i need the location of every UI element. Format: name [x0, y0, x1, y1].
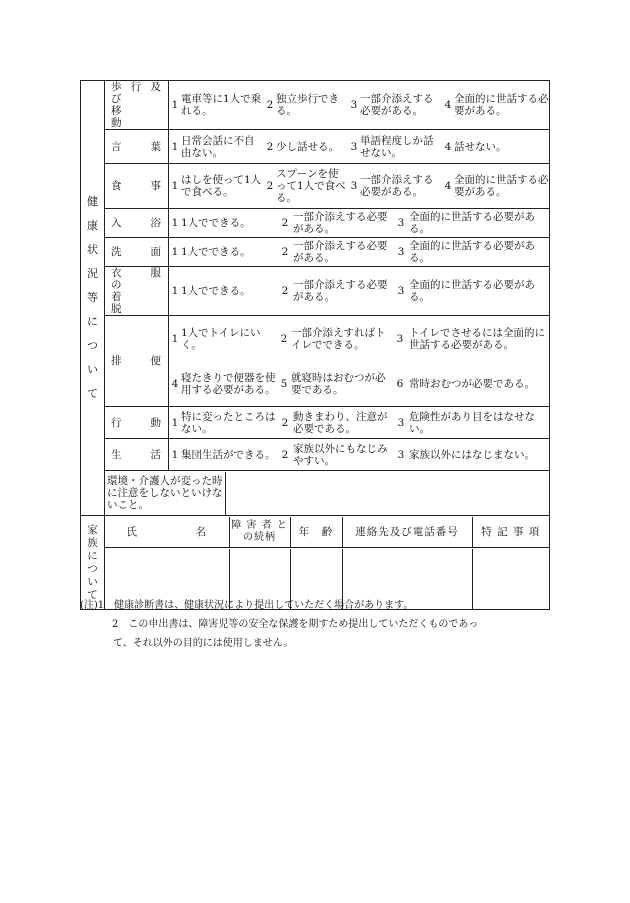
option-text: 1人でできる。 — [181, 285, 251, 297]
option-number: 2 — [281, 285, 289, 297]
option-text: はしを使って1人で食べる。 — [181, 174, 262, 198]
health-section-header: 健 康 状 況 等 に つ い て — [81, 81, 105, 516]
option-text: 就寝時はおむつが必要である。 — [291, 371, 386, 396]
option-number: 2 — [281, 416, 289, 429]
option-text: 動きまわり、注意が必要である。 — [293, 410, 388, 435]
category-life: 生 活 — [105, 439, 169, 471]
option-text: 単語程度しか話せない。 — [360, 134, 434, 159]
option-text: 電車等に1人で乗れる。 — [181, 93, 262, 117]
option-text: 集団生活ができる。 — [181, 448, 276, 461]
family-col-contact: 連絡先及び電話番号 — [342, 517, 472, 547]
option-text: 危険性があり目をはなせない。 — [409, 410, 535, 435]
option-number: 2 — [281, 246, 289, 258]
option-number: 3 — [397, 246, 405, 258]
option-text: 家族以外にもなじみやすい。 — [293, 442, 388, 467]
category-speech: 言 葉 — [105, 130, 169, 164]
option-number: 2 — [266, 99, 274, 111]
option-number: 3 — [397, 217, 405, 229]
option-number: 4 — [444, 99, 452, 111]
option-text: 全面的に世話する必要がある。 — [409, 279, 535, 303]
option-number: 2 — [280, 333, 288, 345]
category-behavior: 行 動 — [105, 407, 169, 439]
option-number: 2 — [281, 448, 289, 461]
caution-input[interactable] — [225, 472, 547, 515]
option-text: トイレでさせるには全面的に世話する必要がある。 — [409, 327, 545, 351]
option-number: 2 — [281, 217, 289, 229]
note-1: (注)1 健康診断書は、健康状況により提出していただく場合があります。 — [80, 600, 414, 611]
options-walk — [169, 81, 550, 130]
option-text: 全面的に世話する必要がある。 — [454, 93, 549, 117]
option-number: 1 — [171, 285, 179, 297]
option-text: 一部介添えする必要がある。 — [293, 211, 388, 235]
option-text: 日常会話に不自由ない。 — [181, 134, 255, 159]
option-text: 一部介添えする必要がある。 — [360, 93, 434, 117]
option-number: 3 — [396, 333, 404, 345]
options-life — [169, 439, 550, 471]
option-number: 3 — [397, 285, 405, 297]
footnotes — [80, 596, 560, 653]
note-2-cont: て、それ以外の目的には使用しません。 — [113, 638, 294, 649]
category-bath: 入 浴 — [105, 209, 169, 238]
option-number: 3 — [350, 180, 358, 192]
category-clothes: 衣 服 の 着 脱 — [105, 267, 169, 316]
family-section-header: 家 族 に つ い て — [81, 516, 105, 610]
category-meal: 食 事 — [105, 164, 169, 209]
options-clothes — [169, 267, 550, 316]
option-text: 1人でできる。 — [181, 246, 251, 258]
option-number: 6 — [396, 377, 404, 390]
option-number: 1 — [171, 180, 179, 192]
option-number: 1 — [171, 246, 179, 258]
options-meal — [169, 164, 550, 209]
option-text: 常時おむつが必要である。 — [409, 377, 535, 390]
option-number: 3 — [397, 448, 405, 461]
options-speech — [169, 130, 550, 164]
option-number: 3 — [350, 99, 358, 111]
family-col-age: 年 齢 — [290, 517, 342, 547]
option-text: 全面的に世話する必要がある。 — [409, 240, 535, 264]
option-text: スプーンを使って1人で食べる。 — [276, 168, 346, 204]
option-number: 1 — [171, 99, 179, 111]
options-wash — [169, 238, 550, 267]
options-toilet — [169, 316, 550, 407]
option-number: 4 — [171, 377, 179, 390]
note-2: 2 この申出書は、障害児等の安全な保護を期すため提出していただくものであっ — [112, 619, 479, 630]
option-text: 特に変ったところはない。 — [181, 410, 276, 435]
options-bath — [169, 209, 550, 238]
option-number: 4 — [444, 140, 452, 153]
option-number: 5 — [280, 377, 288, 390]
option-text: 一部介添えする必要がある。 — [293, 240, 388, 264]
option-number: 1 — [171, 448, 179, 461]
health-form-table — [80, 80, 550, 610]
option-text: 話せない。 — [454, 140, 507, 153]
option-text: 1人でトイレにいく。 — [181, 327, 261, 351]
options-behavior — [169, 407, 550, 439]
option-text: 家族以外にはなじまない。 — [409, 448, 535, 461]
family-col-notes: 特 記 事 項 — [481, 525, 541, 538]
option-number: 2 — [266, 180, 274, 192]
option-text: 全面的に世話する必要がある。 — [409, 211, 535, 235]
option-text: 一部介添えすればトイレでできる。 — [291, 327, 386, 351]
category-walk: 歩 行 及 び 移 動 — [105, 81, 169, 130]
option-text: 寝たきりで便器を使用する必要がある。 — [181, 371, 276, 396]
family-col-relation: 障 害 者 との続柄 — [229, 517, 290, 547]
option-text: 少し話せる。 — [276, 140, 339, 153]
option-number: 1 — [171, 140, 179, 153]
option-text: 全面的に世話する必要がある。 — [454, 174, 549, 198]
option-number: 4 — [444, 180, 452, 192]
option-number: 1 — [171, 416, 179, 429]
category-wash: 洗 面 — [105, 238, 169, 267]
option-number: 1 — [171, 333, 179, 345]
caution-label: 環境・介護人が変った時に注意をしないといけないこと。 — [107, 472, 225, 515]
option-text: 独立歩行できる。 — [276, 93, 339, 117]
family-col-name: 氏 名 — [105, 517, 229, 547]
option-text: 一部介添えする必要がある。 — [293, 279, 388, 303]
option-number: 3 — [350, 140, 358, 153]
option-text: 一部介添えする必要がある。 — [360, 174, 434, 198]
category-toilet: 排 便 — [105, 316, 169, 407]
option-number: 3 — [397, 416, 405, 429]
option-number: 2 — [266, 140, 274, 153]
option-number: 1 — [171, 217, 179, 229]
option-text: 1人でできる。 — [181, 217, 251, 229]
